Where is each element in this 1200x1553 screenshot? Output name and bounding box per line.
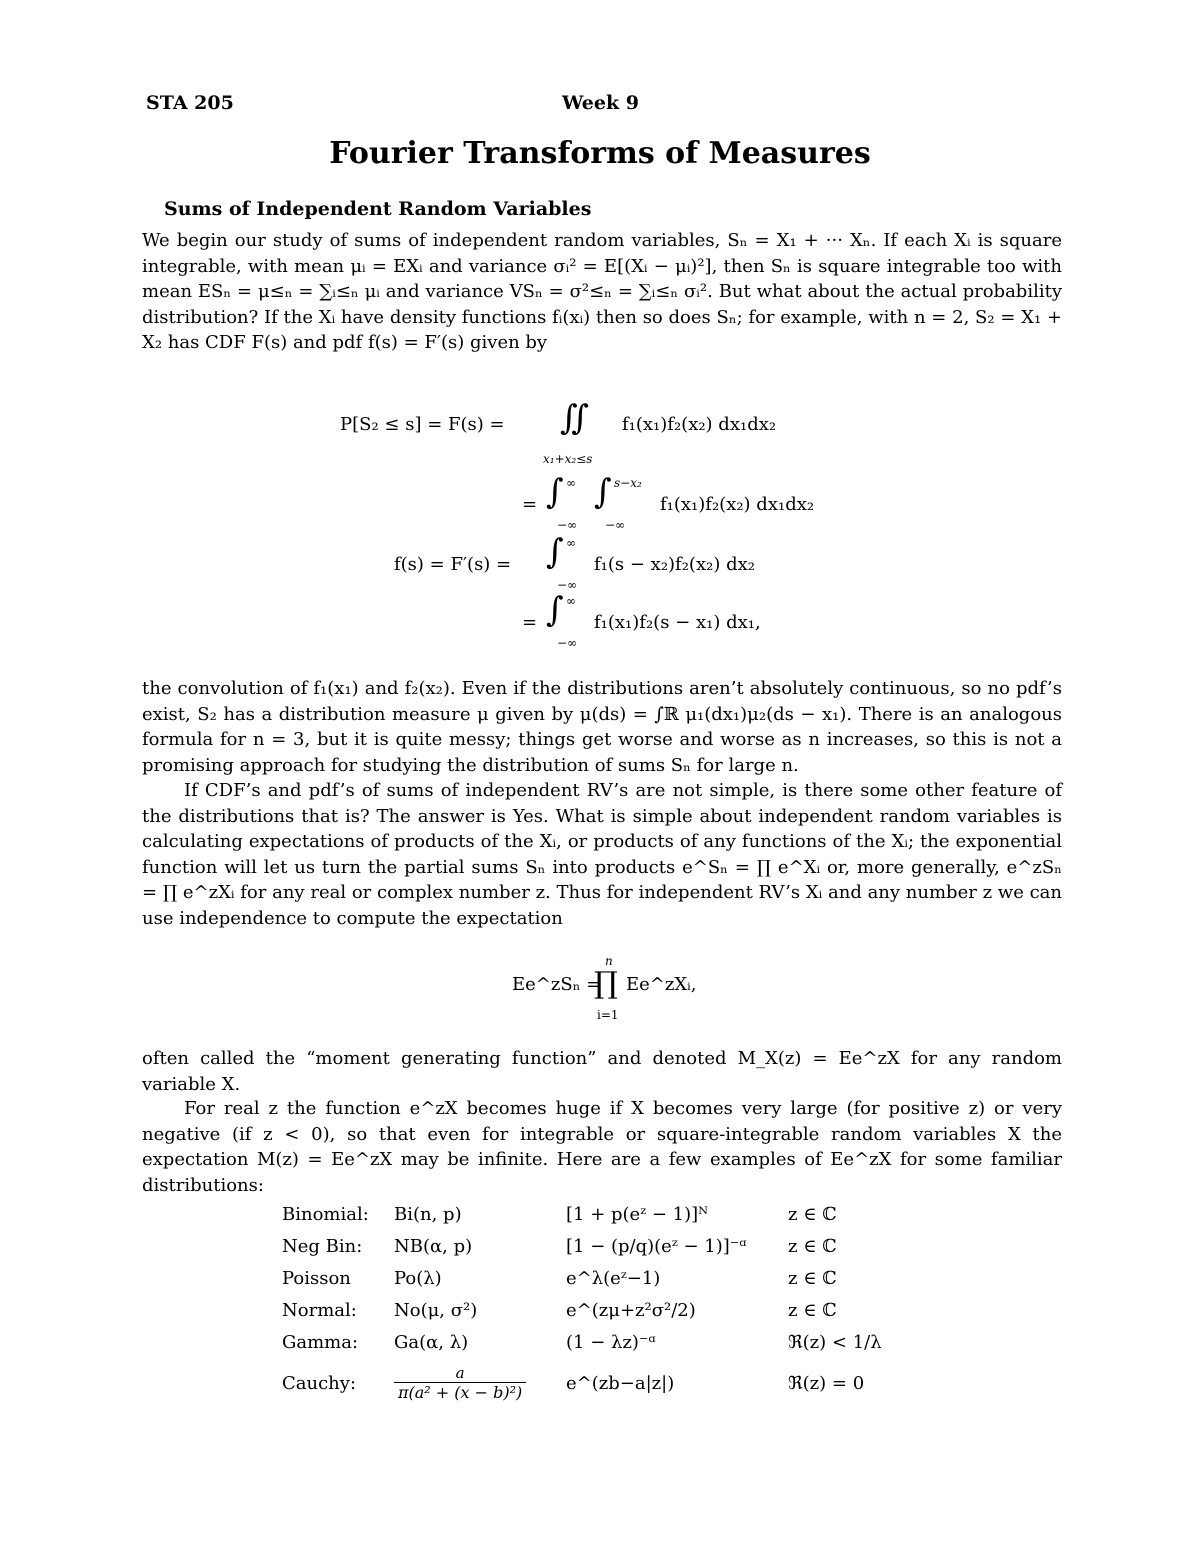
table-row — [282, 1358, 908, 1408]
dist-name: Neg Bin: — [282, 1235, 363, 1257]
eq2-lower-outer: −∞ — [557, 518, 578, 532]
double-integral-symbol: ∬ — [560, 398, 589, 438]
dist-mgf: e^(zμ+z²σ²/2) — [566, 1299, 696, 1321]
eq5-lower: i=1 — [597, 1008, 619, 1022]
eq4-rhs: f₁(x₁)f₂(s − x₁) dx₁, — [594, 612, 761, 633]
eq5-rhs: Ee^zXᵢ, — [626, 974, 697, 995]
eq4-integral: ∫ — [546, 590, 564, 630]
page-title: Fourier Transforms of Measures — [329, 136, 871, 171]
paragraph-mgf-definition: often called the “moment generating function” and denoted M_X(z) = Ee^zX for any random variable X. — [142, 1048, 1062, 1095]
paragraph-intro: We begin our study of sums of independent random variables, Sₙ = X₁ + ··· Xₙ. If each Xᵢ is square integrable, with mean μᵢ = EXᵢ and variance σᵢ² = E[(Xᵢ − μᵢ)²], then Sₙ is square integrable too with mean ESₙ = μ≤ₙ = ∑ᵢ≤ₙ μᵢ and variance VSₙ = σ²≤ₙ = ∑ᵢ≤ₙ σᵢ². But what about the actual probability distribution? If the Xᵢ have density functions fᵢ(xᵢ) then so does Sₙ; for example, with n = 2, S₂ = X₁ + X₂ has CDF F(s) and pdf f(s) = F′(s) given by — [142, 230, 1062, 354]
eq5-lhs: Ee^zSₙ = — [512, 974, 602, 995]
eq5-upper: n — [605, 954, 613, 968]
eq4-equals: = — [522, 612, 538, 633]
eq2-upper-outer: ∞ — [566, 476, 576, 490]
eq3-rhs: f₁(s − x₂)f₂(x₂) dx₂ — [594, 554, 755, 575]
dist-mgf: (1 − λz)⁻ᵅ — [566, 1331, 656, 1353]
dist-notation: Ga(α, λ) — [394, 1331, 469, 1353]
section-heading: Sums of Independent Random Variables — [164, 198, 592, 220]
paragraph-examples-intro: For real z the function e^zX becomes huge if X becomes very large (for positive z) or very negative (if z < 0), so that even for integrable or square-integrable random variables X the expectation M(z) = Ee^zX may be infinite. Here are a few examples of Ee^zX for some familiar distributions: — [142, 1098, 1062, 1196]
table-row — [282, 1230, 908, 1262]
dist-notation: No(μ, σ²) — [394, 1299, 478, 1321]
dist-name: Cauchy: — [282, 1372, 357, 1394]
eq2-integral-inner: ∫ — [594, 472, 612, 512]
dist-mgf: [1 + p(eᶻ − 1)]ᴺ — [566, 1203, 709, 1225]
fraction-numerator: a — [455, 1364, 465, 1382]
eq1-rhs: f₁(x₁)f₂(x₂) dx₁dx₂ — [622, 414, 777, 435]
eq2-lower-inner: −∞ — [605, 518, 626, 532]
eq1-lhs: P[S₂ ≤ s] = F(s) = — [340, 414, 505, 435]
dist-domain: z ∈ ℂ — [788, 1235, 837, 1257]
dist-name: Gamma: — [282, 1331, 359, 1353]
eq1-region: x₁+x₂≤s — [543, 452, 593, 466]
table-row — [282, 1198, 908, 1230]
eq2-equals: = — [522, 494, 538, 515]
dist-notation: Po(λ) — [394, 1267, 442, 1289]
dist-notation: Bi(n, p) — [394, 1203, 462, 1225]
dist-domain: z ∈ ℂ — [788, 1203, 837, 1225]
dist-notation: NB(α, p) — [394, 1235, 473, 1257]
table-row — [282, 1262, 908, 1294]
eq4-lower: −∞ — [557, 636, 578, 650]
eq2-integral-outer: ∫ — [546, 472, 564, 512]
dist-mgf: e^λ(eᶻ−1) — [566, 1267, 661, 1289]
course-label: STA 205 — [146, 92, 234, 114]
dist-notation — [394, 1358, 566, 1408]
dist-mgf: [1 − (p/q)(eᶻ − 1)]⁻ᵅ — [566, 1235, 747, 1257]
eq3-integral: ∫ — [546, 532, 564, 572]
eq2-rhs: f₁(x₁)f₂(x₂) dx₁dx₂ — [660, 494, 815, 515]
eq3-lower: −∞ — [557, 578, 578, 592]
dist-domain: z ∈ ℂ — [788, 1299, 837, 1321]
eq4-upper: ∞ — [566, 594, 576, 608]
eq3-upper: ∞ — [566, 536, 576, 550]
dist-name: Binomial: — [282, 1203, 369, 1225]
paragraph-convolution: the convolution of f₁(x₁) and f₂(x₂). Even if the distributions aren’t absolutely continuous, so no pdf’s exist, S₂ has a distribution measure μ given by μ(ds) = ∫ℝ μ₁(dx₁)μ₂(ds − x₁). There is an analogous formula for n = 3, but it is quite messy; things get worse and worse as n increases, so this is not a promising approach for studying the distribution of sums Sₙ for large n. — [142, 678, 1062, 776]
cauchy-density-fraction — [394, 1364, 526, 1402]
eq2-upper-inner: s−x₂ — [614, 476, 642, 490]
table-row — [282, 1294, 908, 1326]
distribution-mgf-table — [282, 1198, 908, 1408]
dist-name: Poisson — [282, 1267, 351, 1289]
dist-domain: ℜ(z) = 0 — [788, 1372, 865, 1394]
week-label: Week 9 — [562, 92, 639, 114]
product-symbol: ∏ — [594, 966, 618, 1001]
table-row — [282, 1326, 908, 1358]
paragraph-independence: If CDF’s and pdf’s of sums of independent RV’s are not simple, is there some other feature of the distributions that is? The answer is Yes. What is simple about independent random variables is calculating expectations of products of the Xᵢ, or products of any functions of the Xᵢ; the exponential function will let us turn the partial sums Sₙ into products e^Sₙ = ∏ e^Xᵢ or, more generally, e^zSₙ = ∏ e^zXᵢ for any real or complex number z. Thus for independent RV’s Xᵢ and any number z we can use independence to compute the expectation — [142, 780, 1062, 929]
dist-domain: ℜ(z) < 1/λ — [788, 1331, 882, 1353]
eq3-lhs: f(s) = F′(s) = — [394, 554, 512, 575]
dist-name: Normal: — [282, 1299, 357, 1321]
dist-mgf: e^(zb−a|z|) — [566, 1372, 675, 1394]
fraction-denominator: π(a² + (x − b)²) — [394, 1382, 526, 1402]
dist-domain: z ∈ ℂ — [788, 1267, 837, 1289]
